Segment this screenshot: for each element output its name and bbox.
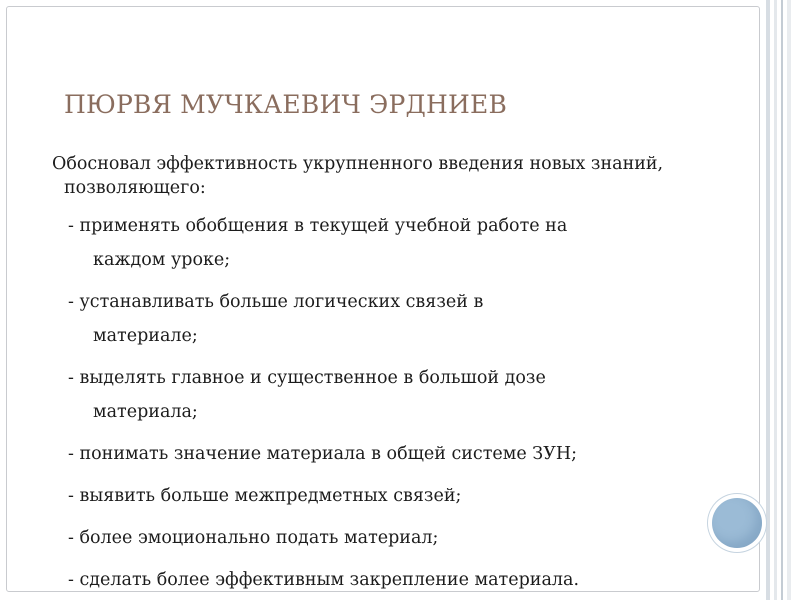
list-item-text: - выделять главное и существенное в большой дозе: [68, 368, 546, 388]
slide-title: ПЮРВЯ МУЧКАЕВИЧ ЭРДНИЕВ: [64, 90, 508, 119]
list-item-continuation: материале;: [93, 326, 198, 346]
list-item-text: - применять обобщения в текущей учебной работе на: [68, 216, 568, 236]
list-item: [36, 564, 756, 596]
list-item: [36, 210, 756, 276]
right-border-bar: [787, 0, 791, 600]
right-border-bar: [781, 0, 783, 600]
list-item-text: - устанавливать больше логических связей в: [68, 292, 484, 312]
list-item-text: - понимать значение материала в общей системе ЗУН;: [68, 444, 578, 464]
list-item-continuation: каждом уроке;: [93, 250, 231, 270]
bullet-list: [36, 210, 756, 596]
blue-circle-icon: [712, 498, 762, 548]
list-item: [36, 362, 756, 428]
list-item: [36, 480, 756, 512]
list-item: [36, 522, 756, 554]
right-border-bar: [766, 0, 770, 600]
right-border-bar: [774, 0, 777, 600]
list-item: [36, 438, 756, 470]
list-item-text: - более эмоционально подать материал;: [68, 528, 439, 548]
slide-body: [36, 152, 756, 600]
list-item-text: - выявить больше межпредметных связей;: [68, 486, 462, 506]
list-item-continuation: материала;: [93, 402, 198, 422]
intro-text: Обосновал эффективность укрупненного введения новых знаний, позволяющего:: [52, 154, 664, 198]
list-item: [36, 286, 756, 352]
list-item-text: - сделать более эффективным закрепление материала.: [68, 570, 580, 590]
